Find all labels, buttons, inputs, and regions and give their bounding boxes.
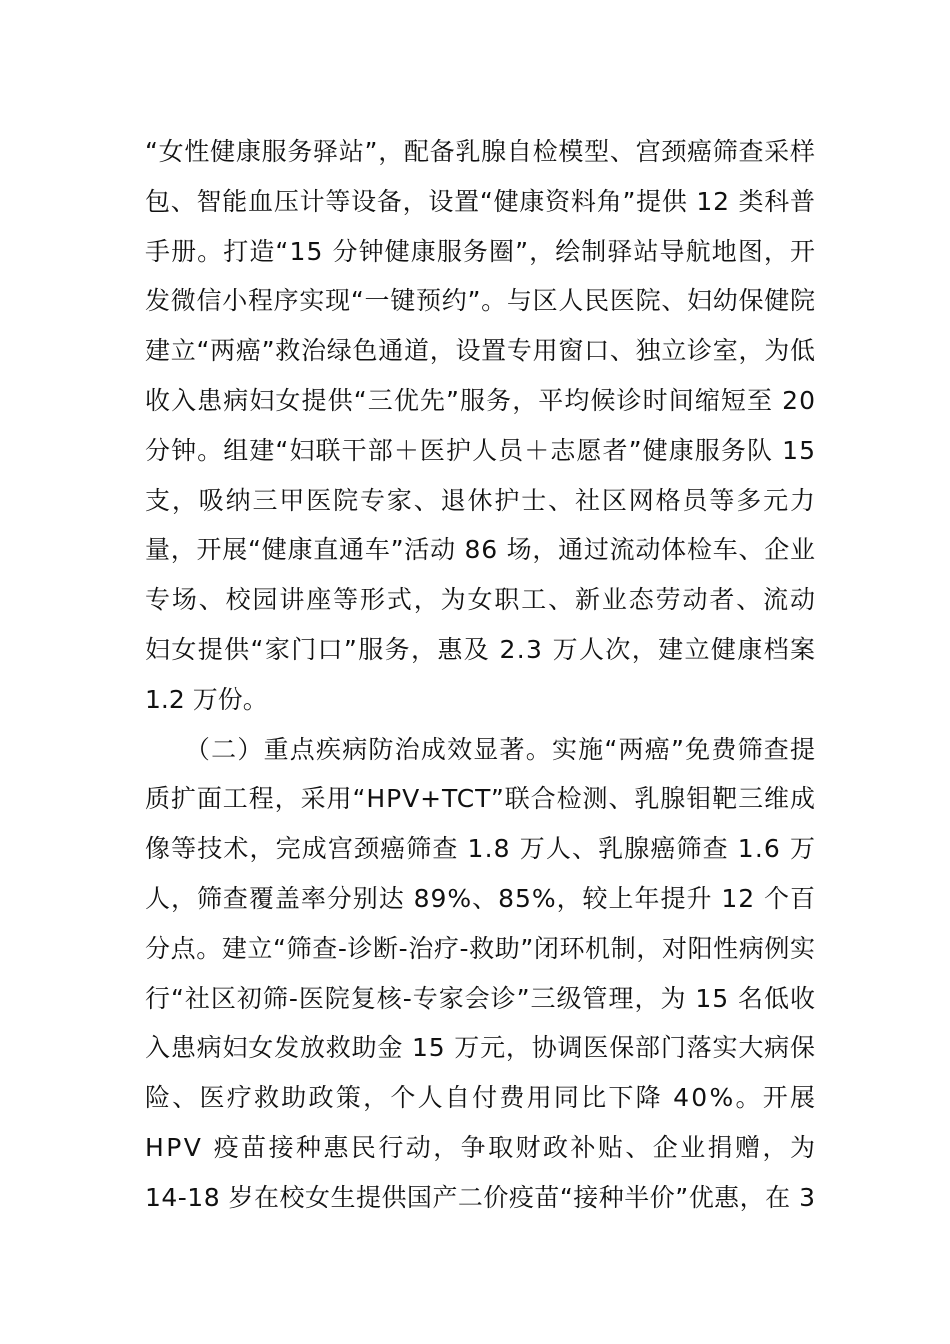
text-line: 妇女提供“家门口”服务，惠及 2.3 万人次，建立健康档案 [145,634,817,664]
text-line: 发微信小程序实现“一键预约”。与区人民医院、妇幼保健院 [145,286,816,316]
text-line: HPV 疫苗接种惠民行动，争取财政补贴、企业捐赠，为 [145,1132,818,1162]
text-line: 包、智能血压计等设备，设置“健康资料角”提供 12 类科普 [145,186,816,216]
text-line: 量，开展“健康直通车”活动 86 场，通过流动体检车、企业 [145,535,816,565]
text-line: 专场、校园讲座等形式，为女职工、新业态劳动者、流动 [145,585,817,615]
text-line: 分钟。组建“妇联干部＋医护人员＋志愿者”健康服务队 15 [145,435,817,465]
text-line: 行“社区初筛-医院复核-专家会诊”三级管理，为 15 名低收 [145,983,816,1013]
text-line: 入患病妇女发放救助金 15 万元，协调医保部门落实大病保 [145,1033,816,1063]
text-line: 收入患病妇女提供“三优先”服务，平均候诊时间缩短至 20 [145,385,817,415]
text-line: 支，吸纳三甲医院专家、退休护士、社区网格员等多元力 [145,485,817,515]
text-line: 14-18 岁在校女生提供国产二价疫苗“接种半价”优惠，在 3 [145,1182,816,1212]
text-line: 像等技术，完成宫颈癌筛查 1.8 万人、乳腺癌筛查 1.6 万 [145,834,817,864]
text-line: 质扩面工程，采用“HPV+TCT”联合检测、乳腺钼靶三维成 [145,784,816,814]
text-line: 1.2 万份。 [145,684,268,714]
body-text [145,127,818,1223]
text-line: （二）重点疾病防治成效显著。实施“两癌”免费筛查提 [145,734,817,764]
text-line: 建立“两癌”救治绿色通道，设置专用窗口、独立诊室，为低 [145,336,816,366]
text-line: 人，筛查覆盖率分别达 89%、85%，较上年提升 12 个百 [145,883,816,913]
text-line: 手册。打造“15 分钟健康服务圈”，绘制驿站导航地图，开 [145,236,817,266]
text-line: 分点。建立“筛查-诊断-治疗-救助”闭环机制，对阳性病例实 [145,933,816,963]
text-line: “女性健康服务驿站”，配备乳腺自检模型、宫颈癌筛查采样 [145,137,816,166]
text-line: 险、医疗救助政策，个人自付费用同比下降 40%。开展 [145,1083,818,1113]
